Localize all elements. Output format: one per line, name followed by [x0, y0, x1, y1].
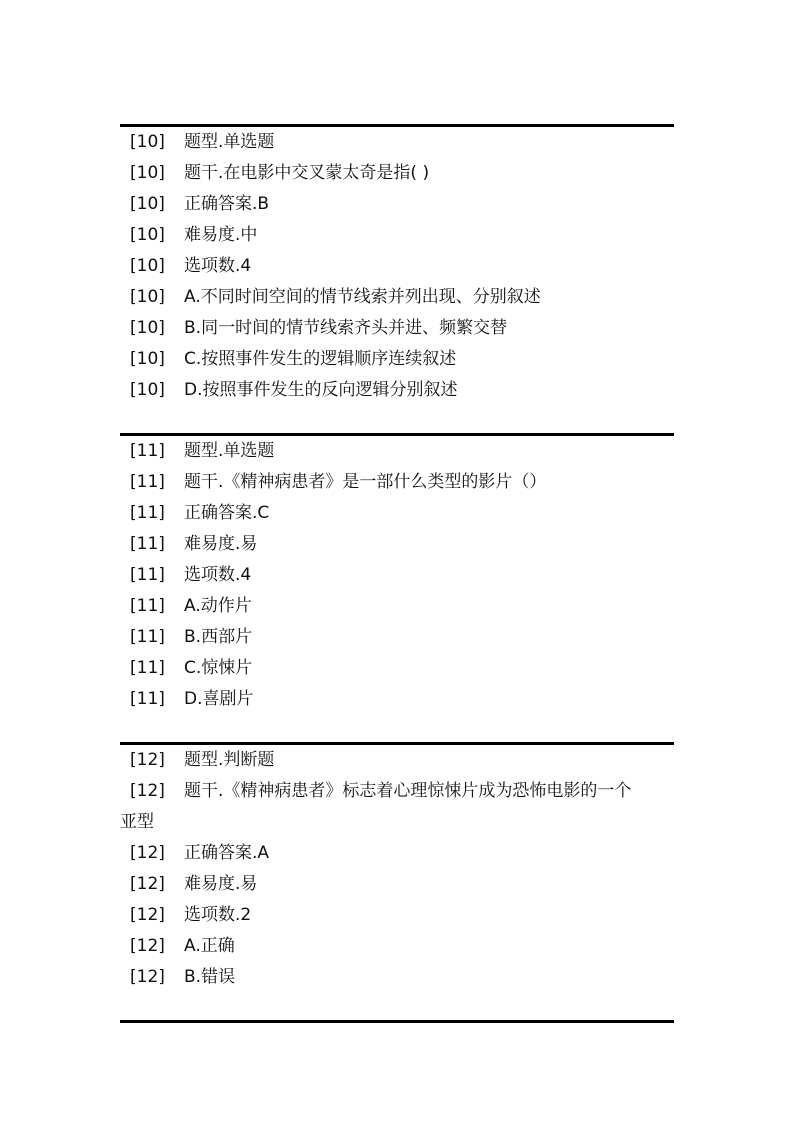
question-stem-row: [120, 467, 674, 498]
question-number: [12]: [130, 781, 165, 801]
option-count-row: [120, 251, 674, 282]
question-number: [11]: [130, 627, 165, 647]
option-d-row: [120, 375, 674, 406]
option-a: A.动作片: [184, 596, 252, 616]
question-number: [10]: [130, 380, 165, 400]
question-stem: 题干.《精神病患者》是一部什么类型的影片（）: [184, 472, 547, 492]
option-a: A.不同时间空间的情节线索并列出现、分别叙述: [184, 287, 541, 307]
difficulty-row: [120, 220, 674, 251]
question-number: [10]: [130, 132, 165, 152]
question-type-row: [120, 436, 674, 467]
question-number: [11]: [130, 689, 165, 709]
option-a: A.正确: [184, 936, 235, 956]
question-type: 题型.单选题: [184, 132, 275, 152]
question-stem-row: [120, 776, 674, 838]
option-count: 选项数.4: [184, 256, 252, 276]
question-stem-continuation: 亚型: [120, 812, 154, 832]
option-c: C.惊悚片: [184, 658, 253, 678]
option-count-row: [120, 900, 674, 931]
divider-rule: [120, 1020, 674, 1023]
question-number: [11]: [130, 503, 165, 523]
question-number: [11]: [130, 534, 165, 554]
question-type: 题型.判断题: [184, 750, 275, 770]
option-b: B.西部片: [184, 627, 253, 647]
option-count: 选项数.2: [184, 905, 252, 925]
question-block-11: [120, 436, 674, 715]
question-number: [10]: [130, 349, 165, 369]
option-b: B.错误: [184, 967, 236, 987]
option-b-row: [120, 622, 674, 653]
question-number: [11]: [130, 658, 165, 678]
question-number: [10]: [130, 194, 165, 214]
question-number: [12]: [130, 936, 165, 956]
option-b: B.同一时间的情节线索齐头并进、频繁交替: [184, 318, 508, 338]
option-count-row: [120, 560, 674, 591]
question-number: [11]: [130, 596, 165, 616]
question-number: [11]: [130, 472, 165, 492]
question-number: [10]: [130, 225, 165, 245]
correct-answer-row: [120, 498, 674, 529]
question-number: [11]: [130, 441, 165, 461]
question-stem: 题干.在电影中交叉蒙太奇是指( ): [184, 163, 430, 183]
question-number: [10]: [130, 287, 165, 307]
question-type-row: [120, 745, 674, 776]
question-stem-row: [120, 158, 674, 189]
difficulty-row: [120, 869, 674, 900]
option-b-row: [120, 962, 674, 993]
question-block-10: [120, 127, 674, 406]
question-block-12: [120, 745, 674, 993]
question-number: [12]: [130, 750, 165, 770]
question-number: [10]: [130, 318, 165, 338]
question-type: 题型.单选题: [184, 441, 275, 461]
option-a-row: [120, 591, 674, 622]
option-count: 选项数.4: [184, 565, 252, 585]
option-d: D.喜剧片: [184, 689, 254, 709]
question-number: [11]: [130, 565, 165, 585]
difficulty: 难易度.易: [184, 534, 258, 554]
difficulty: 难易度.中: [184, 225, 258, 245]
correct-answer-row: [120, 838, 674, 869]
question-number: [12]: [130, 967, 165, 987]
question-stem: 题干.《精神病患者》标志着心理惊悚片成为恐怖电影的一个: [184, 781, 632, 801]
difficulty-row: [120, 529, 674, 560]
option-d: D.按照事件发生的反向逻辑分别叙述: [184, 380, 458, 400]
question-type-row: [120, 127, 674, 158]
question-number: [12]: [130, 843, 165, 863]
question-number: [12]: [130, 874, 165, 894]
difficulty: 难易度.易: [184, 874, 258, 894]
option-c-row: [120, 344, 674, 375]
option-c-row: [120, 653, 674, 684]
question-number: [10]: [130, 163, 165, 183]
option-d-row: [120, 684, 674, 715]
correct-answer: 正确答案.A: [184, 843, 270, 863]
option-b-row: [120, 313, 674, 344]
correct-answer: 正确答案.C: [184, 503, 270, 523]
question-number: [10]: [130, 256, 165, 276]
question-number: [12]: [130, 905, 165, 925]
option-a-row: [120, 931, 674, 962]
correct-answer: 正确答案.B: [184, 194, 270, 214]
option-a-row: [120, 282, 674, 313]
correct-answer-row: [120, 189, 674, 220]
option-c: C.按照事件发生的逻辑顺序连续叙述: [184, 349, 457, 369]
